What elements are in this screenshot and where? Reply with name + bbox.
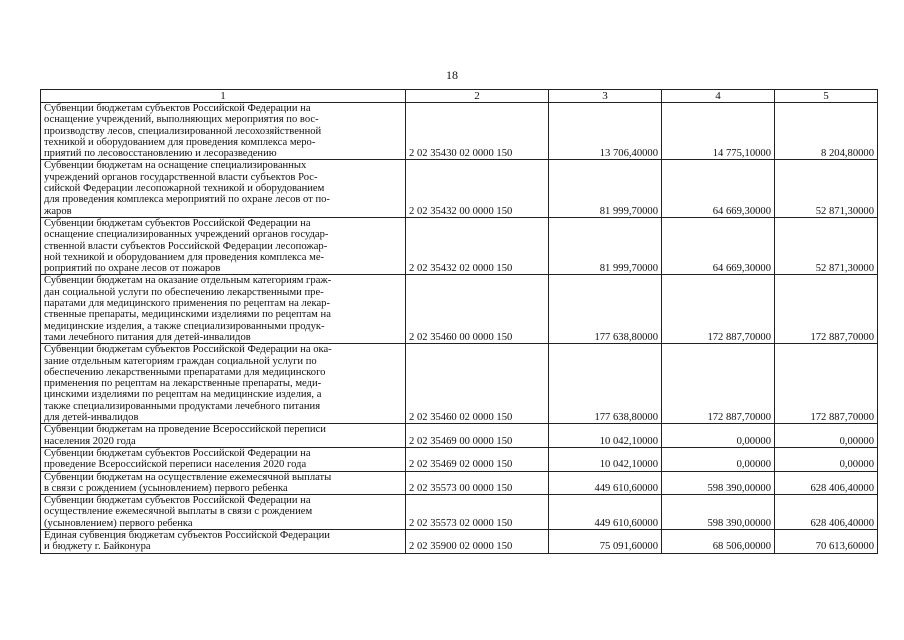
amount-column-4: 0,00000	[662, 424, 775, 448]
budget-code: 2 02 35432 02 0000 150	[406, 217, 549, 274]
amount-column-4: 64 669,30000	[662, 217, 775, 274]
page-number: 18	[446, 68, 458, 82]
amount-column-3: 75 091,60000	[549, 529, 662, 553]
budget-code: 2 02 35432 00 0000 150	[406, 160, 549, 217]
row-description: Субвенции бюджетам на оказание отдельным категориям граж- дан социальной услуги по обеспечению лекарственными пре- паратами для медицинского применения по рецептам на лекар- ственные препараты, медицинскими изделиями по рецептам на медицинские изделия, а также специализированными продук- тами лечебного питания для детей-инвалидов	[41, 275, 406, 344]
amount-column-4: 0,00000	[662, 447, 775, 471]
amount-column-3: 177 638,80000	[549, 344, 662, 424]
budget-code: 2 02 35460 02 0000 150	[406, 344, 549, 424]
column-header-1: 1	[41, 90, 406, 103]
amount-column-4: 64 669,30000	[662, 160, 775, 217]
amount-column-5: 172 887,70000	[775, 275, 878, 344]
amount-column-4: 172 887,70000	[662, 275, 775, 344]
table-row	[41, 160, 878, 217]
budget-code: 2 02 35460 00 0000 150	[406, 275, 549, 344]
amount-column-5: 8 204,80000	[775, 103, 878, 160]
table-row	[41, 447, 878, 471]
budget-table	[40, 89, 878, 554]
table-header-row	[41, 90, 878, 103]
amount-column-3: 449 610,60000	[549, 471, 662, 495]
amount-column-5: 0,00000	[775, 447, 878, 471]
table-row	[41, 529, 878, 553]
amount-column-3: 81 999,70000	[549, 160, 662, 217]
row-description: Субвенции бюджетам субъектов Российской Федерации на оснащение специализированных учреждений органов государ- ственной власти субъектов Российской Федерации лесопожар- ной техникой и оборудованием для проведения комплекса ме- роприятий по охране лесов от пожаров	[41, 217, 406, 274]
amount-column-5: 172 887,70000	[775, 344, 878, 424]
row-description: Субвенции бюджетам субъектов Российской Федерации на проведение Всероссийской переписи населения 2020 года	[41, 447, 406, 471]
column-header-3: 3	[549, 90, 662, 103]
amount-column-4: 598 390,00000	[662, 471, 775, 495]
row-description: Субвенции бюджетам на проведение Всероссийской переписи населения 2020 года	[41, 424, 406, 448]
amount-column-3: 10 042,10000	[549, 424, 662, 448]
budget-code: 2 02 35573 00 0000 150	[406, 471, 549, 495]
table-row	[41, 275, 878, 344]
budget-code: 2 02 35900 02 0000 150	[406, 529, 549, 553]
row-description: Субвенции бюджетам на осуществление ежемесячной выплаты в связи с рождением (усыновлением) первого ребенка	[41, 471, 406, 495]
budget-code: 2 02 35430 02 0000 150	[406, 103, 549, 160]
amount-column-4: 598 390,00000	[662, 495, 775, 530]
amount-column-3: 81 999,70000	[549, 217, 662, 274]
table-row	[41, 424, 878, 448]
amount-column-3: 10 042,10000	[549, 447, 662, 471]
table-row	[41, 471, 878, 495]
column-header-2: 2	[406, 90, 549, 103]
budget-code: 2 02 35573 02 0000 150	[406, 495, 549, 530]
budget-code: 2 02 35469 00 0000 150	[406, 424, 549, 448]
row-description: Субвенции бюджетам субъектов Российской Федерации на ока- зание отдельным категориям граждан социальной услуги по обеспечению лекарственными препаратами для медицинского применения по рецептам на лекарственные препараты, меди- цинскими изделиями по рецептам на медицинские изделия, а также специализированными продуктами лечебного питания для детей-инвалидов	[41, 344, 406, 424]
column-header-5: 5	[775, 90, 878, 103]
amount-column-5: 628 406,40000	[775, 495, 878, 530]
budget-code: 2 02 35469 02 0000 150	[406, 447, 549, 471]
table-row	[41, 495, 878, 530]
table-row	[41, 103, 878, 160]
amount-column-4: 172 887,70000	[662, 344, 775, 424]
amount-column-5: 0,00000	[775, 424, 878, 448]
amount-column-5: 52 871,30000	[775, 160, 878, 217]
table-row	[41, 344, 878, 424]
amount-column-3: 13 706,40000	[549, 103, 662, 160]
amount-column-3: 177 638,80000	[549, 275, 662, 344]
row-description: Субвенции бюджетам субъектов Российской Федерации на оснащение учреждений, выполняющих мероприятия по вос- производству лесов, специализированной лесохозяйственной техникой и оборудованием для проведения комплекса меро- приятий по лесовосстановлению и лесоразведению	[41, 103, 406, 160]
table-row	[41, 217, 878, 274]
row-description: Субвенции бюджетам на оснащение специализированных учреждений органов государственной власти субъектов Рос- сийской Федерации лесопожарной техникой и оборудованием для проведения комплекса мероприятий по охране лесов от по- жаров	[41, 160, 406, 217]
row-description: Единая субвенция бюджетам субъектов Российской Федерации и бюджету г. Байконура	[41, 529, 406, 553]
amount-column-4: 68 506,00000	[662, 529, 775, 553]
amount-column-5: 52 871,30000	[775, 217, 878, 274]
amount-column-3: 449 610,60000	[549, 495, 662, 530]
amount-column-4: 14 775,10000	[662, 103, 775, 160]
column-header-4: 4	[662, 90, 775, 103]
amount-column-5: 628 406,40000	[775, 471, 878, 495]
row-description: Субвенции бюджетам субъектов Российской Федерации на осуществление ежемесячной выплаты в связи с рождением (усыновлением) первого ребенка	[41, 495, 406, 530]
amount-column-5: 70 613,60000	[775, 529, 878, 553]
